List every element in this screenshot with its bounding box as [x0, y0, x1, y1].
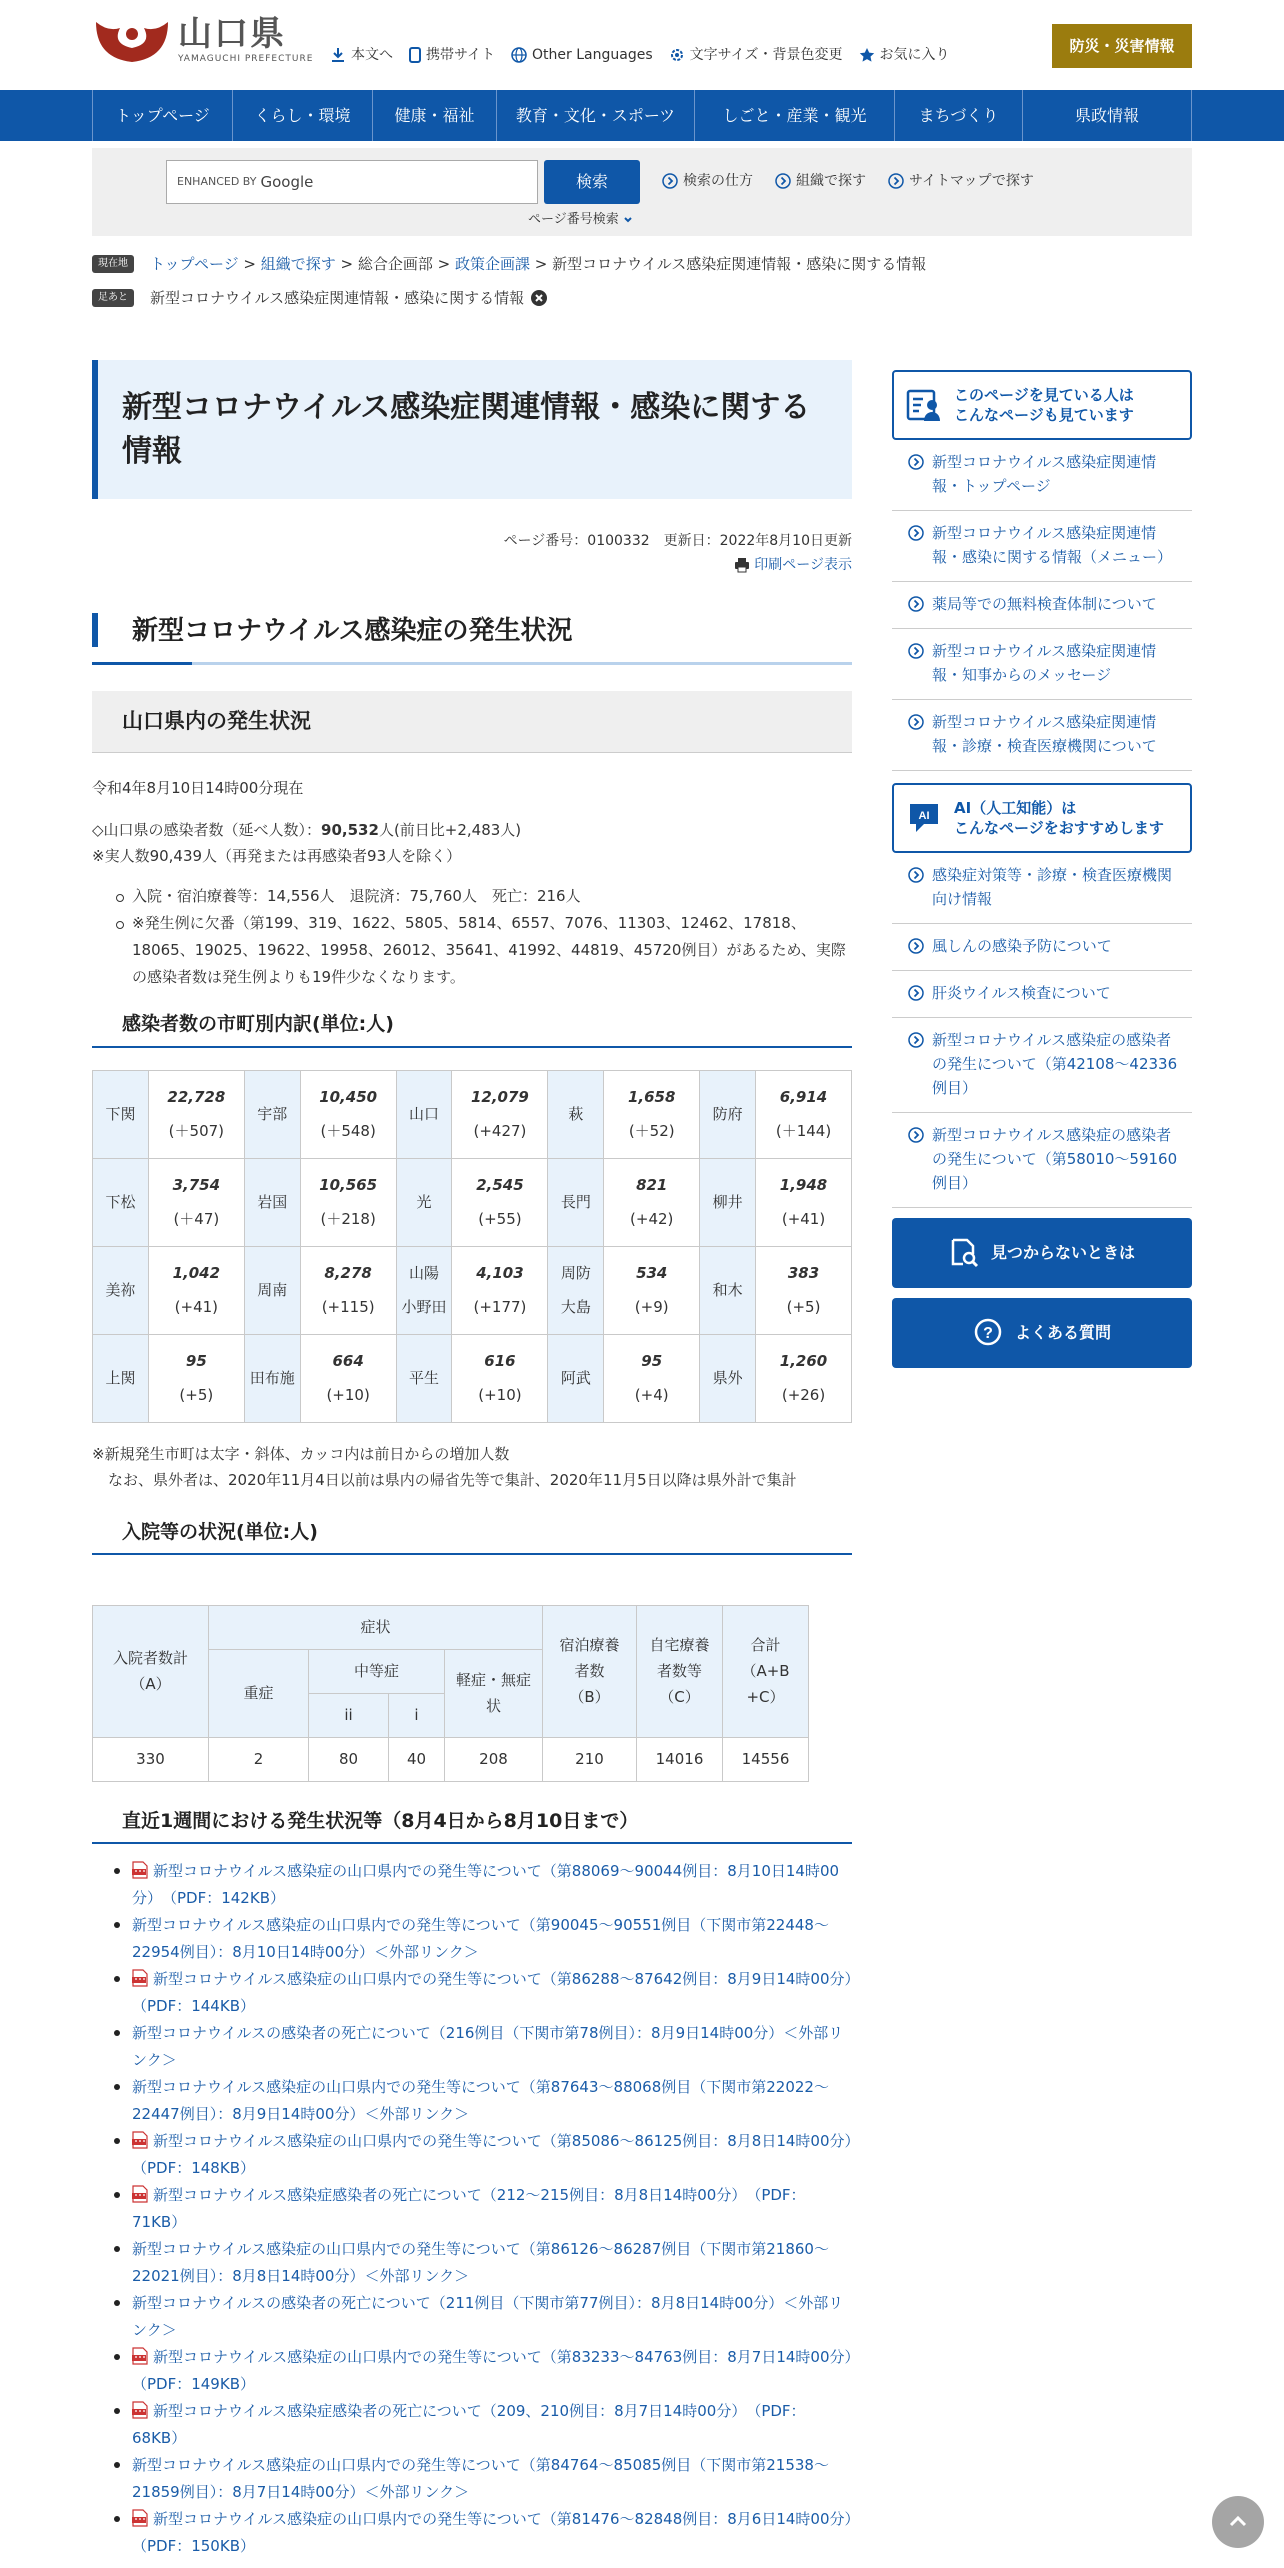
city-value-cell	[604, 1070, 700, 1158]
sidebar-item-ai[interactable]	[892, 1018, 1192, 1113]
recent-link-text: 新型コロナウイルス感染症の山口県内での発生等について（第86288～87642例目：8月9日14時00分） （PDF：144KB）	[132, 1970, 868, 2016]
city-value-cell	[604, 1334, 700, 1422]
list-item[interactable]	[132, 2236, 852, 2290]
chevron-circle-icon	[888, 173, 904, 189]
city-name-cell: 下松	[93, 1158, 149, 1246]
city-count: 1,042	[172, 1264, 221, 1283]
list-item: 入院・宿泊療養等：14,556人 退院済：75,760人 死亡：216人	[132, 883, 852, 910]
download-arrow-icon	[330, 47, 346, 63]
recent-link-text: 新型コロナウイルス感染症感染者の死亡について（212～215例目：8月8日14時00分） （PDF：71KB）	[132, 2186, 806, 2232]
inpatients-header: 入院者数計 （A）	[93, 1605, 209, 1737]
list-item[interactable]	[132, 1912, 852, 1966]
page-title: 新型コロナウイルス感染症関連情報・感染に関する情報	[92, 360, 852, 499]
as-of-date: 令和4年8月10日14時00分現在	[92, 779, 304, 798]
hotel-value: 210	[543, 1737, 637, 1781]
city-delta: (＋144)	[775, 1122, 832, 1141]
search-links	[662, 170, 1034, 192]
mild-value: 208	[445, 1737, 543, 1781]
yamaguchi-emblem-icon	[92, 14, 172, 66]
city-name-cell: 山陽 小野田	[396, 1246, 452, 1334]
breadcrumb-dept: 総合企画部	[357, 255, 433, 273]
severe-header: 重症	[209, 1649, 309, 1737]
city-name-cell: 田布施	[244, 1334, 300, 1422]
city-count: 534	[636, 1264, 668, 1283]
mobile-link-label: 携帯サイト	[426, 47, 496, 63]
total-value: 90,532	[321, 821, 379, 840]
city-name-cell: 県外	[700, 1334, 756, 1422]
document-search-icon	[949, 1238, 979, 1268]
city-delta: (+4)	[634, 1386, 669, 1405]
sidebar	[892, 370, 1192, 1368]
breadcrumb-sep: >	[238, 255, 261, 273]
enhanced-by-label: ENHANCED BY	[177, 175, 257, 189]
pdf-icon	[132, 2401, 148, 2419]
sidebar-item-ai[interactable]	[892, 853, 1192, 924]
ai-box-header	[892, 783, 1192, 853]
moderate-i-value: 40	[389, 1737, 445, 1781]
city-count: 1,948	[779, 1176, 828, 1195]
main-content	[92, 360, 868, 2560]
city-count: 821	[636, 1176, 668, 1195]
languages-link-label: Other Languages	[532, 47, 653, 63]
hospital-heading: 入院等の状況(単位:人)	[92, 1517, 852, 1555]
table-row	[93, 1158, 852, 1246]
updated-date: 更新日：2022年8月10日更新	[663, 533, 852, 549]
recent-link-text: 新型コロナウイルス感染症の山口県内での発生等について（第88069～90044例目：8月10日14時00分） （PDF：142KB）	[132, 1862, 840, 1908]
viewed-list	[892, 440, 1192, 771]
total-suffix: 人(前日比+2,483人)	[378, 821, 522, 840]
table-row	[93, 1246, 852, 1334]
city-count: 2,545	[476, 1176, 524, 1195]
chevron-circle-icon	[908, 525, 924, 541]
chevron-circle-icon	[908, 1032, 924, 1048]
pdf-icon	[132, 2509, 148, 2527]
moderate-header: 中等症	[309, 1649, 445, 1693]
not-found-label: 見つからないときは	[990, 1243, 1135, 1263]
sidebar-item-viewed[interactable]	[892, 700, 1192, 771]
total-prefix: ◇山口県の感染者数（延べ人数）：	[92, 821, 322, 840]
city-value-cell	[148, 1246, 244, 1334]
city-delta: (+10)	[478, 1386, 522, 1405]
nav-top[interactable]: トップページ	[93, 90, 233, 141]
page-number-search-toggle[interactable]	[528, 210, 633, 231]
footprint-tag: 足あと	[92, 289, 134, 307]
sidebar-link-label: 新型コロナウイルス感染症の感染者の発生について（第42108～42336例目）	[932, 1031, 1178, 1097]
breadcrumb	[92, 252, 926, 276]
city-value-cell	[300, 1334, 396, 1422]
not-found-button[interactable]	[892, 1218, 1192, 1288]
table-row	[93, 1070, 852, 1158]
city-count: 3,754	[172, 1176, 221, 1195]
list-item[interactable]	[132, 2398, 852, 2452]
city-value-cell	[452, 1070, 548, 1158]
moderate-ii-header: ii	[309, 1693, 389, 1737]
city-delta: (＋47)	[173, 1210, 220, 1229]
sidebar-item-ai[interactable]	[892, 924, 1192, 971]
city-delta: (+41)	[174, 1298, 219, 1317]
chevron-circle-icon	[775, 173, 791, 189]
breadcrumb-tag: 現在地	[92, 255, 134, 273]
city-count: 6,914	[779, 1088, 828, 1107]
nav-living[interactable]: くらし・環境	[233, 90, 373, 141]
city-delta: (+10)	[326, 1386, 370, 1405]
city-value-cell	[300, 1158, 396, 1246]
search-button[interactable]: 検索	[544, 160, 640, 204]
logo-subtitle: YAMAGUCHI PREFECTURE	[178, 54, 314, 64]
city-count: 4,103	[476, 1264, 524, 1283]
city-name-cell: 平生	[396, 1334, 452, 1422]
printer-icon	[734, 557, 750, 573]
footprint-item[interactable]: 新型コロナウイルス感染症関連情報・感染に関する情報	[150, 289, 525, 307]
severe-value: 2	[209, 1737, 309, 1781]
sidebar-link-label: 肝炎ウイルス検査について	[932, 984, 1111, 1002]
list-item[interactable]	[132, 1966, 868, 2020]
list-item[interactable]	[132, 2344, 868, 2398]
chevron-circle-icon	[908, 985, 924, 1001]
list-item[interactable]	[132, 2182, 852, 2236]
city-value-cell	[604, 1158, 700, 1246]
star-icon	[859, 47, 875, 63]
font-size-link-label: 文字サイズ・背景色変更	[689, 47, 843, 63]
city-heading: 感染者数の市町別内訳(単位:人)	[92, 1009, 852, 1047]
city-value-cell	[756, 1158, 852, 1246]
city-name-cell: 下関	[93, 1070, 149, 1158]
recent-link-text: 新型コロナウイルス感染症の山口県内での発生等について（第85086～86125例目：8月8日14時00分） （PDF：148KB）	[132, 2132, 868, 2178]
ai-box-title: AI（人工知能）は こんなページをおすすめします	[954, 799, 1164, 837]
sidebar-link-label: 風しんの感染予防について	[932, 937, 1112, 955]
font-size-color-link[interactable]	[669, 44, 843, 66]
hospital-table	[92, 1605, 809, 1782]
city-count: 1,260	[779, 1352, 828, 1371]
page-number-search-label: ページ番号検索	[528, 212, 619, 227]
city-value-cell	[452, 1334, 548, 1422]
favorites-link-label: お気に入り	[879, 47, 950, 63]
pdf-icon	[132, 2185, 148, 2203]
nav-health[interactable]: 健康・福祉	[373, 90, 497, 141]
faq-button[interactable]	[892, 1298, 1192, 1368]
utility-links	[330, 44, 950, 66]
list-item[interactable]	[132, 2074, 852, 2128]
city-value-cell	[756, 1246, 852, 1334]
sidebar-link-label: 新型コロナウイルス感染症関連情報・感染に関する情報（メニュー）	[932, 524, 1173, 566]
city-count: 12,079	[470, 1088, 529, 1107]
list-item[interactable]	[132, 2128, 868, 2182]
city-value-cell	[756, 1070, 852, 1158]
city-delta: (＋52)	[628, 1122, 675, 1141]
recent-link-text: 新型コロナウイルスの感染者の死亡について（211例目（下関市第77例目）：8月8日14時00分）＜外部リンク＞	[132, 2294, 844, 2340]
sidebar-link-label: 新型コロナウイルス感染症の感染者の発生について（第58010～59160例目）	[932, 1126, 1178, 1192]
city-name-cell: 周防 大島	[548, 1246, 604, 1334]
nav-prefecture[interactable]: 県政情報	[1023, 90, 1192, 141]
inpatients-value: 330	[93, 1737, 209, 1781]
breadcrumb-sep: >	[530, 255, 553, 273]
disaster-info-button[interactable]: 防災・災害情報	[1052, 24, 1192, 68]
recent-link-text: 新型コロナウイルス感染症の山口県内での発生等について（第90045～90551例目（下関市第22448～22954例目）：8月10日14時00分）＜外部リンク＞	[132, 1916, 829, 1962]
city-name-cell: 岩国	[244, 1158, 300, 1246]
city-count: 95	[641, 1352, 663, 1371]
search-howto-label: 検索の仕方	[683, 173, 753, 189]
sidebar-link-label: 新型コロナウイルス感染症関連情報・知事からのメッセージ	[932, 642, 1157, 684]
mild-header: 軽症・無症状	[445, 1649, 543, 1737]
sidebar-link-label: 新型コロナウイルス感染症関連情報・トップページ	[932, 453, 1157, 495]
gear-icon	[669, 47, 685, 63]
sidebar-item-viewed[interactable]	[892, 582, 1192, 629]
city-table	[92, 1070, 852, 1423]
recent-link-text: 新型コロナウイルスの感染者の死亡について（216例目（下関市第78例目）：8月9日14時00分）＜外部リンク＞	[132, 2024, 844, 2070]
chevron-down-icon	[623, 215, 633, 225]
city-name-cell: 山口	[396, 1070, 452, 1158]
footprint	[92, 286, 548, 310]
print-link[interactable]	[734, 553, 852, 577]
people-viewing-icon	[906, 387, 942, 423]
city-count: 95	[185, 1352, 207, 1371]
recent-link-text: 新型コロナウイルス感染症の山口県内での発生等について（第86126～86287例目（下関市第21860～22021例目）：8月8日14時00分）＜外部リンク＞	[132, 2240, 829, 2286]
question-bubble-icon	[973, 1318, 1003, 1348]
moderate-ii-value: 80	[309, 1737, 389, 1781]
recent-link-text: 新型コロナウイルス感染症の山口県内での発生等について（第83233～84763例目：8月7日14時00分） （PDF：149KB）	[132, 2348, 868, 2394]
city-name-cell: 萩	[548, 1070, 604, 1158]
breadcrumb-sep: >	[335, 255, 358, 273]
city-name-cell: 光	[396, 1158, 452, 1246]
search-sitemap-link[interactable]	[888, 170, 1034, 192]
city-value-cell	[148, 1334, 244, 1422]
search-sitemap-label: サイトマップで探す	[909, 173, 1034, 189]
city-value-cell	[452, 1158, 548, 1246]
total-header: 合計 （A+B +C）	[723, 1605, 809, 1737]
city-delta: (+115)	[321, 1298, 375, 1317]
city-name-cell: 宇部	[244, 1070, 300, 1158]
pdf-icon	[132, 1969, 148, 1987]
mobile-phone-icon	[409, 47, 421, 63]
recent-link-text: 新型コロナウイルス感染症の山口県内での発生等について（第81476～82848例目：8月6日14時00分） （PDF：150KB）	[132, 2510, 868, 2556]
list-item[interactable]	[132, 1858, 852, 1912]
total-value: 14556	[723, 1737, 809, 1781]
favorites-link[interactable]	[859, 44, 950, 66]
city-name-cell: 柳井	[700, 1158, 756, 1246]
list-item[interactable]	[132, 2020, 852, 2074]
city-delta: (+5)	[786, 1298, 821, 1317]
city-value-cell	[756, 1334, 852, 1422]
ai-icon	[906, 800, 942, 836]
breadcrumb-top[interactable]: トップページ	[150, 255, 239, 273]
chevron-circle-icon	[908, 596, 924, 612]
search-by-org-label: 組織で探す	[796, 173, 866, 189]
nav-education[interactable]: 教育・文化・スポーツ	[497, 90, 695, 141]
breadcrumb-division[interactable]: 政策企画課	[455, 255, 531, 273]
table-row	[93, 1334, 852, 1422]
moderate-i-header: i	[389, 1693, 445, 1737]
list-item[interactable]	[132, 2506, 868, 2560]
city-delta: (+5)	[179, 1386, 214, 1405]
mobile-site-link[interactable]	[409, 44, 495, 66]
city-count: 383	[787, 1264, 820, 1283]
city-value-cell	[148, 1158, 244, 1246]
pdf-icon	[132, 2347, 148, 2365]
city-count: 8,278	[324, 1264, 372, 1283]
list-item: ※発生例に欠番（第199、319、1622、5805、5814、6557、7076、11303、12462、17818、18065、19025、19622、19958、26012、35641、41992、44819、45720例目）があるため、実際の感染者数は発生例よりも19件少なくなります。	[132, 910, 852, 991]
city-delta: (+26)	[781, 1386, 826, 1405]
recent-link-text: 新型コロナウイルス感染症の山口県内での発生等について（第84764～85085例目（下関市第21538～21859例目）：8月7日14時00分）＜外部リンク＞	[132, 2456, 829, 2502]
city-delta: (＋218)	[320, 1210, 376, 1229]
list-item[interactable]	[132, 2290, 852, 2344]
city-count: 22,728	[167, 1088, 226, 1107]
home-header: 自宅療養 者数等 （C）	[637, 1605, 723, 1737]
symptoms-header: 症状	[209, 1605, 543, 1649]
city-name-cell: 周南	[244, 1246, 300, 1334]
back-to-top-button[interactable]	[1212, 2496, 1264, 2548]
city-note: なお、県外者は、2020年11月4日以前は県内の帰省先等で集計、2020年11月5日以降は県外計で集計	[108, 1470, 797, 1489]
sidebar-link-label: 感染症対策等・診療・検査医療機関向け情報	[932, 866, 1173, 908]
city-value-cell	[452, 1246, 548, 1334]
city-delta: (+9)	[634, 1298, 669, 1317]
city-delta: (+177)	[473, 1298, 527, 1317]
total-cases	[92, 817, 852, 843]
chevron-circle-icon	[908, 867, 924, 883]
page-number: ページ番号：0100332	[503, 533, 650, 549]
recent-heading: 直近1週間における発生状況等（8月4日から8月10日まで）	[92, 1806, 852, 1844]
breadcrumb-org[interactable]: 組織で探す	[260, 255, 336, 273]
chevron-circle-icon	[908, 643, 924, 659]
sidebar-item-viewed[interactable]	[892, 440, 1192, 511]
city-count: 1,658	[627, 1088, 676, 1107]
sidebar-link-label: 新型コロナウイルス感染症関連情報・診療・検査医療機関について	[932, 713, 1157, 755]
breadcrumb-current: 新型コロナウイルス感染症関連情報・感染に関する情報	[552, 255, 927, 273]
city-note: ※新規発生市町は太字・斜体、カッコ内は前日からの増加人数	[92, 1444, 510, 1463]
chevron-circle-icon	[908, 714, 924, 730]
other-languages-link[interactable]	[511, 44, 653, 66]
chevron-up-icon	[1226, 2510, 1250, 2534]
city-value-cell	[604, 1246, 700, 1334]
sidebar-link-label: 薬局等での無料検査体制について	[932, 595, 1157, 613]
recent-links	[92, 1858, 868, 2560]
city-delta: (＋548)	[320, 1122, 376, 1141]
recent-link-text: 新型コロナウイルス感染症の山口県内での発生等について（第87643～88068例目（下関市第22022～22447例目）：8月9日14時00分）＜外部リンク＞	[132, 2078, 829, 2124]
city-delta: (+427)	[473, 1122, 527, 1141]
city-value-cell	[148, 1070, 244, 1158]
ai-list	[892, 853, 1192, 1208]
actual-cases: ※実人数90,439人（再発または再感染者93人を除く）	[92, 847, 462, 866]
ai-badge-text: AI	[918, 810, 930, 822]
chevron-circle-icon	[908, 454, 924, 470]
page-meta	[92, 529, 852, 581]
search-input[interactable]	[166, 160, 538, 204]
city-count: 664	[332, 1352, 364, 1371]
city-value-cell	[300, 1246, 396, 1334]
site-logo[interactable]	[92, 14, 313, 66]
globe-icon	[511, 47, 527, 63]
sidebar-item-ai[interactable]	[892, 1113, 1192, 1208]
hotel-header: 宿泊療養 者数 （B）	[543, 1605, 637, 1737]
city-count: 616	[484, 1352, 516, 1371]
pdf-icon	[132, 2131, 148, 2149]
city-name-cell: 阿武	[548, 1334, 604, 1422]
recent-link-text: 新型コロナウイルス感染症感染者の死亡について（209、210例目：8月7日14時00分） （PDF：68KB）	[132, 2402, 806, 2448]
search-howto-link[interactable]	[662, 170, 753, 192]
nav-work[interactable]: しごと・産業・観光	[695, 90, 895, 141]
sidebar-item-ai[interactable]	[892, 971, 1192, 1018]
viewed-box-title: このページを見ている人は こんなページも見ています	[954, 386, 1134, 424]
section-heading: 新型コロナウイルス感染症の発生状況	[92, 611, 852, 665]
city-name-cell: 上関	[93, 1334, 149, 1422]
viewed-box-header	[892, 370, 1192, 440]
site-header	[0, 0, 1284, 90]
city-name-cell: 防府	[700, 1070, 756, 1158]
city-delta: (+41)	[781, 1210, 826, 1229]
sidebar-item-viewed[interactable]	[892, 511, 1192, 582]
city-delta: (+42)	[630, 1210, 674, 1229]
svg-text:?: ?	[983, 1325, 993, 1342]
skip-link-label: 本文へ	[351, 47, 393, 63]
skip-to-content-link[interactable]	[330, 44, 393, 66]
nav-town[interactable]: まちづくり	[895, 90, 1023, 141]
city-count: 10,450	[319, 1088, 378, 1107]
list-item[interactable]	[132, 2452, 852, 2506]
city-name-cell: 美祢	[93, 1246, 149, 1334]
chevron-circle-icon	[908, 938, 924, 954]
global-nav	[0, 90, 1284, 141]
home-value: 14016	[637, 1737, 723, 1781]
city-count: 10,565	[319, 1176, 378, 1195]
breadcrumb-sep: >	[432, 255, 456, 273]
city-delta: (＋507)	[168, 1122, 225, 1141]
close-icon[interactable]	[530, 289, 548, 307]
logo-title: 山口県	[178, 14, 286, 54]
print-link-label: 印刷ページ表示	[754, 557, 852, 573]
city-value-cell	[300, 1070, 396, 1158]
subsection-heading: 山口県内の発生状況	[92, 691, 852, 754]
pdf-icon	[132, 1861, 148, 1879]
city-delta: (+55)	[478, 1210, 522, 1229]
status-bullets	[92, 883, 852, 991]
chevron-circle-icon	[662, 173, 678, 189]
city-name-cell: 長門	[548, 1158, 604, 1246]
google-label: Google	[260, 173, 314, 191]
city-name-cell: 和木	[700, 1246, 756, 1334]
faq-label: よくある質問	[1014, 1323, 1111, 1343]
search-by-org-link[interactable]	[775, 170, 866, 192]
search-bar	[92, 148, 1192, 236]
sidebar-item-viewed[interactable]	[892, 629, 1192, 700]
chevron-circle-icon	[908, 1127, 924, 1143]
